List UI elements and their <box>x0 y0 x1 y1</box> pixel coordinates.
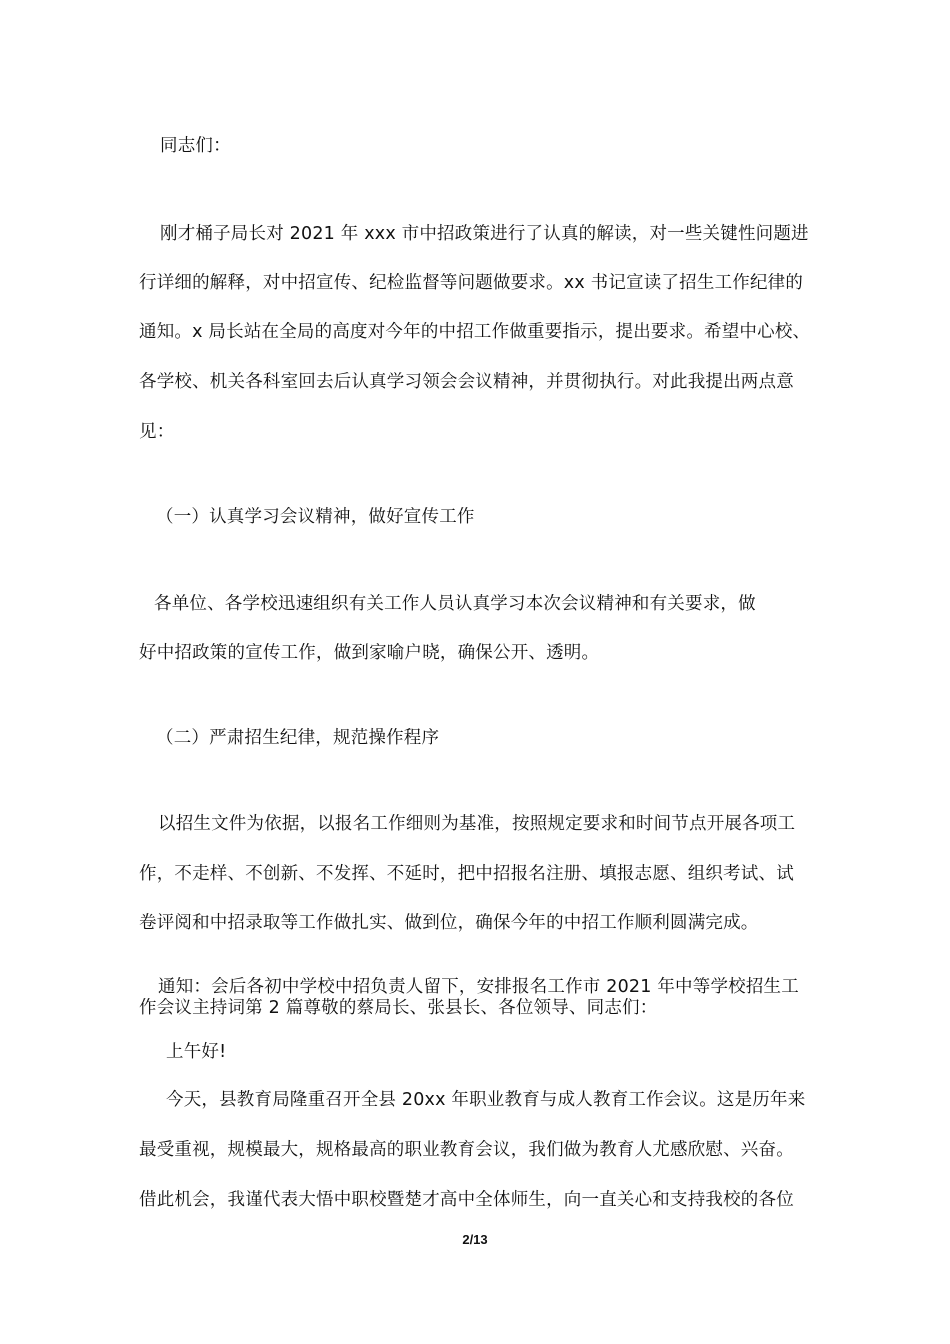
paragraph-1-line: 见： <box>139 422 175 442</box>
paragraph-1-line: 通知。x 局长站在全局的高度对今年的中招工作做重要指示，提出要求。希望中心校、 <box>139 322 811 342</box>
paragraph-3-line: 作，不走样、不创新、不发挥、不延时，把中招报名注册、填报志愿、组织考试、试 <box>139 864 794 884</box>
salutation: 同志们： <box>160 136 231 156</box>
paragraph-1-line: 刚才桶子局长对 2021 年 xxx 市中招政策进行了认真的解读，对一些关键性问题进 <box>160 224 809 244</box>
section-heading-1: （一）认真学习会议精神，做好宣传工作 <box>156 507 475 527</box>
paragraph-2-line: 好中招政策的宣传工作，做到家喻户晓，确保公开、透明。 <box>139 643 600 663</box>
notice-line: 作会议主持词第 2 篇尊敬的蔡局长、张县长、各位领导、同志们： <box>139 998 658 1018</box>
paragraph-4-line: 借此机会，我谨代表大悟中职校暨楚才高中全体师生，向一直关心和支持我校的各位 <box>139 1190 794 1210</box>
page-number: 2/13 <box>462 1232 488 1247</box>
notice-line: 通知：会后各初中学校中招负责人留下，安排报名工作市 2021 年中等学校招生工 <box>158 977 799 997</box>
paragraph-3-line: 以招生文件为依据，以报名工作细则为基准，按照规定要求和时间节点开展各项工 <box>158 814 796 834</box>
paragraph-4-line: 今天，县教育局隆重召开全县 20xx 年职业教育与成人教育工作会议。这是历年来 <box>166 1090 806 1110</box>
paragraph-1-line: 行详细的解释，对中招宣传、纪检监督等问题做要求。xx 书记宣读了招生工作纪律的 <box>139 273 804 293</box>
paragraph-1-line: 各学校、机关各科室回去后认真学习领会会议精神，并贯彻执行。对此我提出两点意 <box>139 372 794 392</box>
greeting: 上午好! <box>166 1042 227 1062</box>
paragraph-2-line: 各单位、各学校迅速组织有关工作人员认真学习本次会议精神和有关要求，做 <box>154 594 756 614</box>
section-heading-2: （二）严肃招生纪律，规范操作程序 <box>156 728 440 748</box>
paragraph-4-line: 最受重视，规模最大，规格最高的职业教育会议，我们做为教育人尤感欣慰、兴奋。 <box>139 1140 794 1160</box>
paragraph-3-line: 卷评阅和中招录取等工作做扎实、做到位，确保今年的中招工作顺利圆满完成。 <box>139 913 759 933</box>
